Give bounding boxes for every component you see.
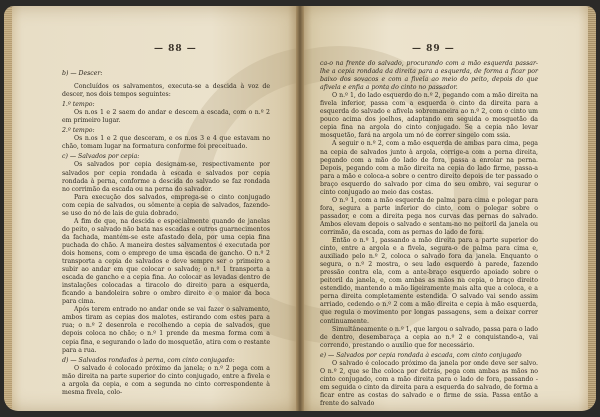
- page-edges-right: [588, 6, 596, 411]
- open-book: [4, 6, 596, 411]
- paragraph: O salvado é colocado próximo da janela; o n.º 2 pega com a mão direita na parte superior do cinto conjugado, entre a fivela e a argola da cepia, e com a segunda no cinto correspondente à mesma fivela, colo-: [62, 364, 270, 396]
- right-page-text: [320, 58, 538, 408]
- section-heading: ca-o na frente do salvado, procurando com a mão esquerda passar-lhe a cepia rondada da direita para a esquerda, de forma a ficar por baixo dos sovacos e com a fivela ao meio do peito, depois do que afivela e enfia a ponta do cinto no passador.: [320, 60, 538, 92]
- section-heading: d) — Salvados rondados à perna, com cinto conjugado:: [62, 356, 235, 364]
- left-page: [4, 6, 300, 411]
- section-heading: c) — Salvados por cepia:: [62, 153, 140, 161]
- paragraph: O n.º 1, do lado esquerdo do n.º 2, pegando com a mão direita na fivela inferior, passa com a esquerda o cinto da direita para a esquerda do salvado e afivela sobremaneira ao n.º 2, com o cinto um pouco acima dos joelhos, adaptando em seguida o mosquetão da cepia fina na argola do cinto conjugado. Se a cepia não levar mosquetão, fará na argola um nó de correr singelo com ssia.: [320, 92, 538, 140]
- paragraph: A seguir o n.º 2, com a mão esquerda de ambas para cima, pega na cepia de salvados junto à argola, corrige-a com a perna direita, pegando com a mão do lado de fora, passa a enrolar na perna. Depois, pegando com a mão direita na cepia do lado firme, passa-a para a mão e coloca-a sobre o centro direito depois de ter passado o braço esquerdo do salvado por cima do seu ombro, vai segurar o cinto conjugado ao meio das costas.: [320, 140, 538, 196]
- paragraph: Para execução dos salvados, emprega-se o cinto conjugado com cepia de salvados, ou sômente a cepia de salvados, fazendo-se uso do nó de lais de guia dobrado.: [62, 193, 270, 217]
- left-page-text: [62, 68, 270, 397]
- page-number-left: — 88 —: [154, 44, 197, 54]
- paragraph: O salvado é colocado próximo da janela por onde deve ser salvo. O n.º 2, que se lhe coloca por detrás, pega com ambas as mãos no cinto conjugado, com a mão direita para o lado de fora, passando - em seguida o cinto da direita para a esquerda do salvado, de forma a ficar entre as costas do salvado e o firme de ssia. Passa então a frente do salvado: [320, 359, 538, 407]
- paragraph: Os n.os 1 e 2 que desceram, e os n.os 3 e 4 que estavam no chão, tomam lugar na formatura conforme foi preceituado.: [62, 135, 270, 151]
- paragraph: Concluídos os salvamentos, executa-se a descida à voz de descer, nos dois tempos seguintes:: [62, 83, 270, 99]
- paragraph: Os n.os 1 e 2 saem do andar e descem a escada, com o n.º 2 em primeiro lugar.: [62, 109, 270, 125]
- paragraph: O n.º 1, com a mão esquerda de palma para cima e polegar para fora, segura a parte inferior do cinto, com o polegar sobre o passador, e com a direita pega nos curvas das pernas do salvado. Ambos elevam depois o salvado e sentam-no no peitoril da janela ou corrimão, da escada, com as pernas do lado de fora.: [320, 196, 538, 236]
- paragraph: Os salvados por cepia designam-se, respectivamente por salvados por cepia rondada à escada e salvados por cepia rondada à perna, conforme a descida do salvado se faz rondada no corrimão da escada ou na perna do salvador.: [62, 161, 270, 193]
- paragraph: A fim de que, na descida e especialmente quando de janelas do peito, o salvado não bata nas escadas e outros guarnecimentos da fachada, mantém-se este afastado dela, por uma cepia fina puchada do chão. A maneira destes salvamentos é executada por dois homens, com o emprego de uma escada de gancho. O n.º 2 transporta a cepia de salvados e deve sempre ser o primeiro a subir ao andar em que colocar o salvado; o n.º 1 transporta a escada de gancho e a cepia fina. Ao colocar as levadas dentro de instalações colocadas a tiracolo do direito para a esquerda, ficando a bandoleira sobre o ombro direito e o maior da boca para cima.: [62, 217, 270, 306]
- paragraph: Simultâneamente o n.º 1, que largou o salvado, passa para o lado de dentro, desembaraça a cepia ao n.º 2 e conquistando-a, vai correndo, prestando o auxílio que for necessário.: [320, 325, 538, 349]
- right-page: [300, 6, 596, 411]
- paragraph: Após terem entrado no andar onde se vai fazer o salvamento, ambos tiram as cepias dos malotes, estirando com estes para a rua; o n.º 2 desenrola e recolhendo a cepia de salvados, que depois coloca no chão; o n.º 1 prende da mesma forma com a cepia fina, e segurando o lado do mosquetão, atira com o restante para a rua.: [62, 306, 270, 354]
- section-heading: 1.º tempo:: [62, 101, 95, 109]
- page-edges-left: [4, 6, 12, 411]
- section-heading: b) — Descer:: [62, 70, 103, 77]
- page-number-right: — 89 —: [412, 44, 455, 54]
- paragraph: Então o n.º 1, passando a mão direita para a parte superior do cinto, entre a argola e a fivela, segura-o de palma para cima e, auxiliado pelo n.º 2, coloca o salvado fora da janela. Enquanto o segura, o n.º 2 mostra, o seu lado esquerdo à parede, fazendo pressão contra ela, com a ante-braço esquerdo apoiado sobre o peitoril da janela, e, com ambas as mãos na cepia, o braço direito estendido, mantendo a mão ligeiramente mais alta que a coloca, e a perna direita completamente estendida. O salvado vai sendo assim arriado, cedendo o n.º 2 com a mão direita e cepia à mão esquerda, que regula o movimento por longas passagens, sem a deixar correr continuamente.: [320, 237, 538, 325]
- section-heading: e) — Salvados por cepia rondada à escada, com cinto conjugado: [320, 351, 522, 359]
- book-spine: [296, 6, 304, 411]
- section-heading: 2.º tempo:: [62, 127, 95, 135]
